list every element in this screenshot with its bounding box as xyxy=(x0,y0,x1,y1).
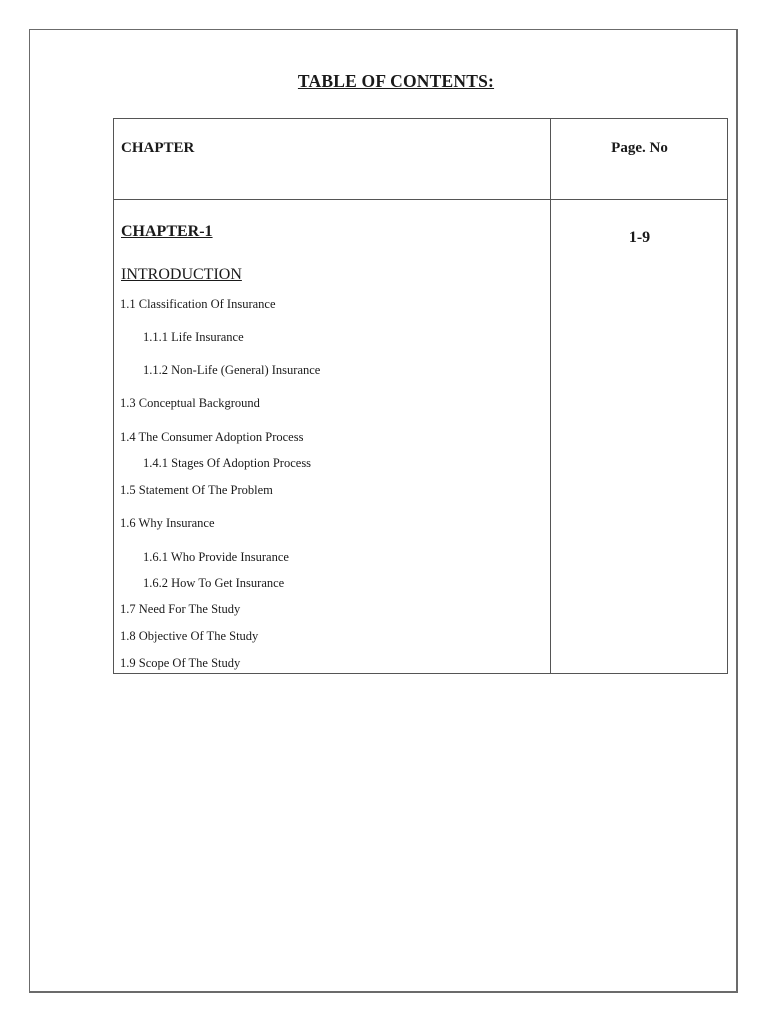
toc-entry: 1.1 Classification Of Insurance xyxy=(120,297,276,311)
toc-entry: 1.5 Statement Of The Problem xyxy=(120,483,273,497)
header-row-divider xyxy=(114,199,727,200)
chapter-heading: CHAPTER-1 xyxy=(121,223,213,240)
chapter-page-range: 1-9 xyxy=(628,229,651,246)
toc-entry: 1.4 The Consumer Adoption Process xyxy=(120,430,304,444)
document-title: TABLE OF CONTENTS: xyxy=(297,71,495,91)
column-divider xyxy=(550,119,551,673)
toc-entry: 1.9 Scope Of The Study xyxy=(120,656,241,670)
toc-subentry: 1.1.2 Non-Life (General) Insurance xyxy=(143,363,321,377)
toc-entry: 1.6 Why Insurance xyxy=(120,516,215,530)
toc-entry: 1.7 Need For The Study xyxy=(120,602,241,616)
toc-subentry: 1.6.2 How To Get Insurance xyxy=(143,576,285,590)
toc-subentry: 1.1.1 Life Insurance xyxy=(143,330,244,344)
page-number-column-header: Page. No xyxy=(611,140,668,156)
toc-entry: 1.8 Objective Of The Study xyxy=(120,629,259,643)
toc-subentry: 1.6.1 Who Provide Insurance xyxy=(143,550,289,564)
section-heading: INTRODUCTION xyxy=(121,266,242,283)
toc-entry: 1.3 Conceptual Background xyxy=(120,396,260,410)
toc-table xyxy=(113,118,728,674)
chapter-column-header: CHAPTER xyxy=(121,140,195,156)
toc-subentry: 1.4.1 Stages Of Adoption Process xyxy=(143,456,312,470)
